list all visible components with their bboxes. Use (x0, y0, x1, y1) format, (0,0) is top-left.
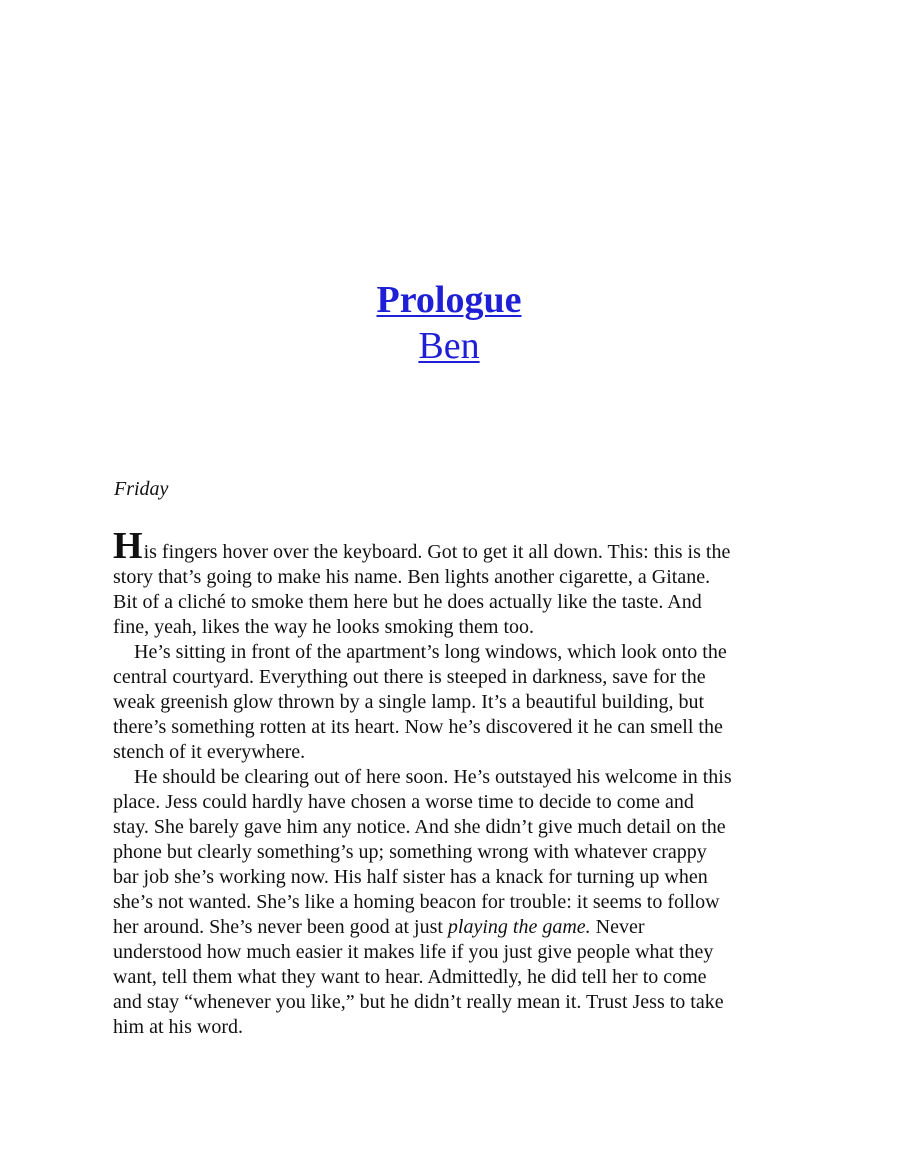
paragraph-3-line: phone but clearly something’s up; something wrong with whatever crappy (113, 841, 707, 863)
line-text-after: Never (590, 916, 645, 938)
paragraph-1-line: story that’s going to make his name. Ben lights another cigarette, a Gitane. (113, 566, 711, 588)
paragraph-2-line: weak greenish glow thrown by a single lamp. It’s a beautiful building, but (113, 691, 704, 713)
drop-cap: H (113, 525, 143, 567)
chapter-heading (0, 278, 898, 370)
paragraph-3 (113, 765, 793, 1040)
paragraph-3-line: He should be clearing out of here soon. He’s outstayed his welcome in this (134, 766, 732, 788)
paragraph-3-line: him at his word. (113, 1016, 243, 1038)
day-label: Friday (114, 478, 169, 500)
paragraph-2-line: there’s something rotten at its heart. Now he’s discovered it he can smell the (113, 716, 723, 738)
paragraph-1-line-1-text: is fingers hover over the keyboard. Got to get it all down. This: this is the (143, 541, 731, 563)
paragraph-2-line: stench of it everywhere. (113, 741, 306, 763)
paragraph-3-line: and stay “whenever you like,” but he didn’t really mean it. Trust Jess to take (113, 991, 724, 1013)
paragraph-3-line: bar job she’s working now. His half sister has a knack for turning up when (113, 866, 708, 888)
paragraph-2-line: central courtyard. Everything out there is steeped in darkness, save for the (113, 666, 706, 688)
paragraph-1-line-1 (113, 525, 793, 567)
paragraph-1-line: Bit of a cliché to smoke them here but he does actually like the taste. And (113, 591, 702, 613)
paragraph-3-line: understood how much easier it makes life if you just give people what they (113, 941, 714, 963)
paragraph-2-line: He’s sitting in front of the apartment’s long windows, which look onto the (134, 641, 727, 663)
paragraph-3-line: place. Jess could hardly have chosen a worse time to decide to come and (113, 791, 694, 813)
paragraph-1 (113, 525, 793, 640)
paragraph-2 (113, 640, 793, 765)
paragraph-3-line: she’s not wanted. She’s like a homing beacon for trouble: it seems to follow (113, 891, 720, 913)
chapter-title-link[interactable]: Prologue (376, 279, 522, 321)
chapter-subtitle-link[interactable]: Ben (418, 325, 480, 367)
paragraph-3-line-italic-phrase (113, 915, 793, 940)
line-text-before: her around. She’s never been good at just (113, 916, 448, 938)
body-text (113, 525, 793, 1040)
paragraph-3-line: stay. She barely gave him any notice. And she didn’t give much detail on the (113, 816, 726, 838)
paragraph-3-line: want, tell them what they want to hear. Admittedly, he did tell her to come (113, 966, 707, 988)
paragraph-1-line: fine, yeah, likes the way he looks smoking them too. (113, 616, 535, 638)
italic-phrase: playing the game. (447, 916, 591, 938)
